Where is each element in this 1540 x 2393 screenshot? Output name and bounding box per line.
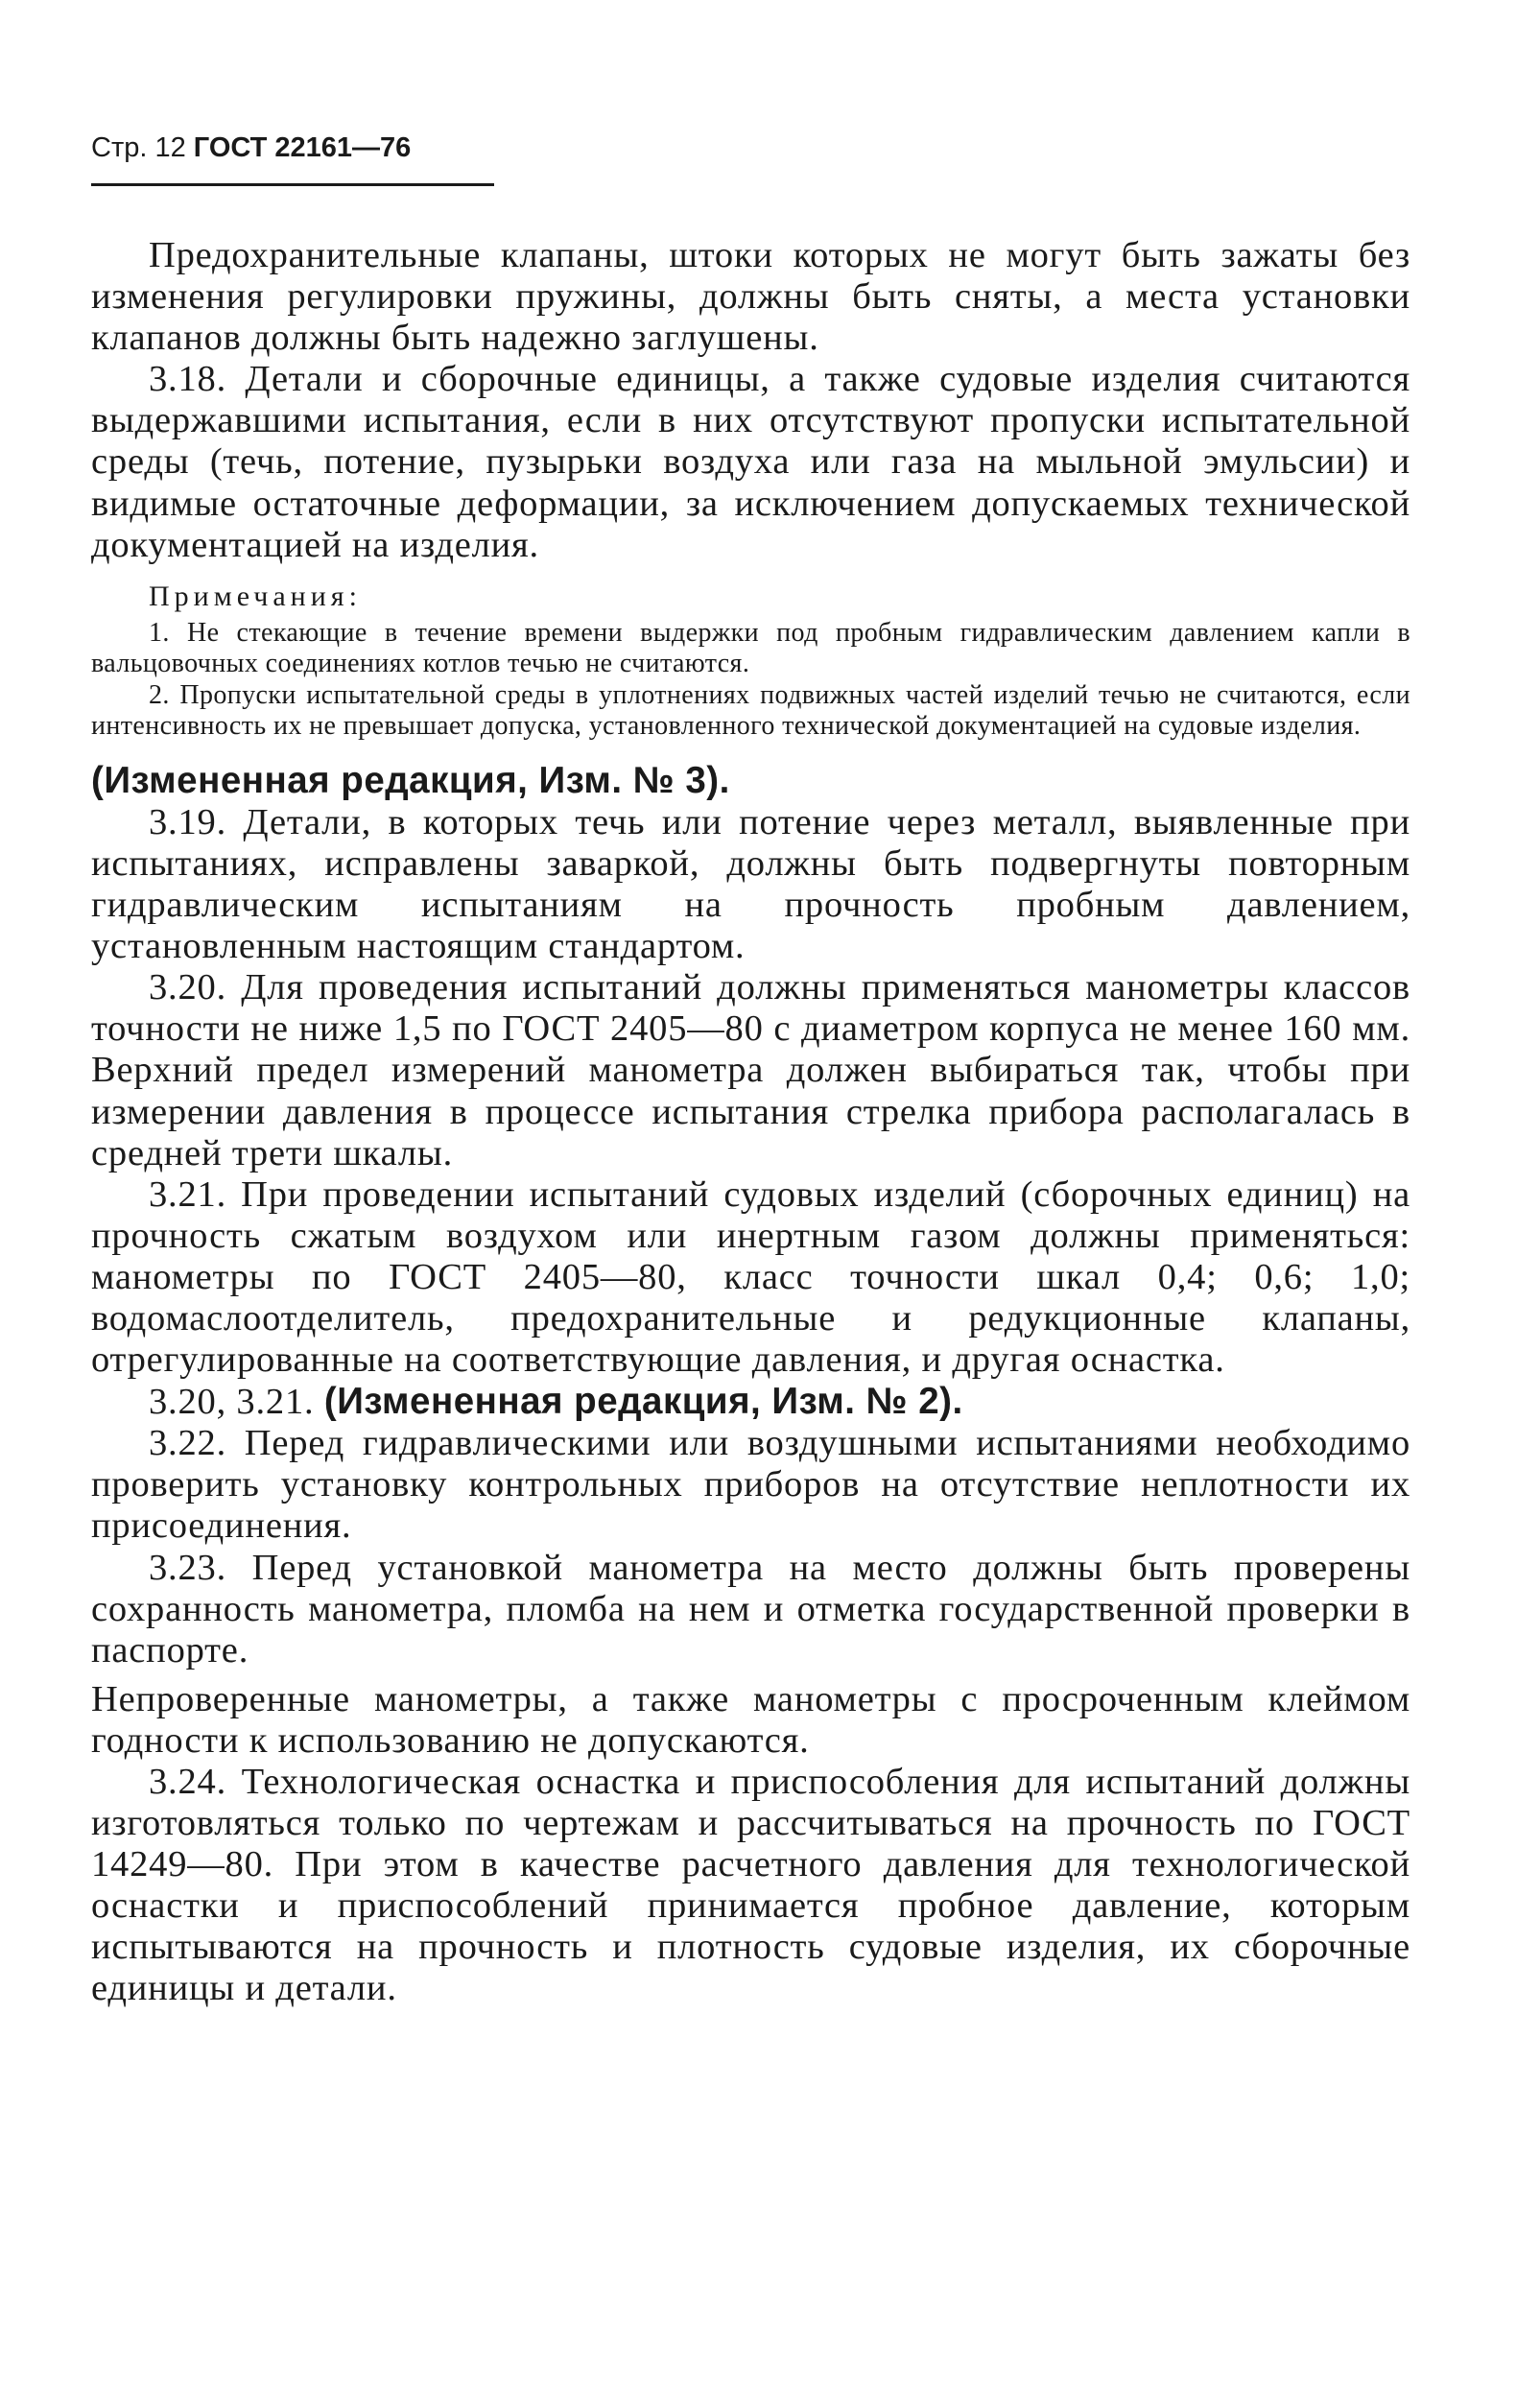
note-1: 1. Не стекающие в течение времени выдержки под пробным гидравлическим давлением капли в вальцовочных соединениях котлов течью не считаются. [91, 617, 1410, 679]
amendment-label-2: (Измененная редакция, Изм. № 2). [323, 1381, 963, 1423]
body-text [91, 235, 1410, 2010]
paragraph-3-18: 3.18. Детали и сборочные единицы, а также судовые изделия считаются выдержавшими испытания, если в них отсутствуют пропуски испытательной среды (течь, потение, пузырьки воздуха или газа на мыльной эмульсии) и видимые остаточные деформации, за исключением допускаемых технической документацией на изделия. [91, 359, 1410, 565]
notes-title: Примечания: [149, 580, 362, 612]
standard-designation: ГОСТ 22161—76 [193, 132, 412, 163]
page-number-label: Стр. 12 [91, 132, 186, 163]
amendment-ref-2: 3.20, 3.21. [149, 1382, 315, 1423]
paragraph-3-20: 3.20. Для проведения испытаний должны применяться манометры классов точности не ниже 1,5 по ГОСТ 2405—80 с диаметром корпуса не менее 160 мм. Верхний предел измерений манометра должен выбираться так, чтобы при измерении давления в процессе испытания стрелка прибора располагалась в средней трети шкалы. [91, 967, 1410, 1173]
amendment-note-2 [91, 1381, 1410, 1423]
page-header [91, 132, 411, 164]
paragraph-3-24: 3.24. Технологическая оснастка и приспособления для испытаний должны изготовляться только по чертежам и рассчитываться на прочность по ГОСТ 14249—80. При этом в качестве расчетного давления для технологической оснастки и приспособлений принимается пробное давление, которым испытываются на прочность и плотность судовые изделия, их сборочные единицы и детали. [91, 1762, 1410, 2009]
paragraph-3-21: 3.21. При проведении испытаний судовых изделий (сборочных единиц) на прочность сжатым воздухом или инертным газом должны применяться: манометры по ГОСТ 2405—80, класс точности шкал 0,4; 0,6; 1,0; водомаслоотделитель, предохранительные и редукционные клапаны, отрегулированные на соответствующие давления, и другая оснастка. [91, 1173, 1410, 1381]
header-rule [91, 183, 494, 186]
note-2: 2. Пропуски испытательной среды в уплотнениях подвижных частей изделий течью не считаются, если интенсивность их не превышает допуска, установленного технической документацией на судовые изделия. [91, 679, 1410, 742]
paragraph-3-19: 3.19. Детали, в которых течь или потение через металл, выявленные при испытаниях, исправлены заваркой, должны быть подвергнуты повторным гидравлическим испытаниям на прочность пробным давлением, установленным настоящим стандартом. [91, 801, 1410, 967]
amendment-label-3: (Измененная редакция, Изм. № 3). [91, 759, 730, 801]
paragraph-unverified-gauges: Непроверенные манометры, а также манометры с просроченным клеймом годности к использованию не допускаются. [91, 1678, 1410, 1761]
paragraph-valves: Предохранительные клапаны, штоки которых не могут быть зажаты без изменения регулировки пружины, должны быть сняты, а места установки клапанов должны быть надежно заглушены. [91, 235, 1410, 359]
amendment-note-3 [91, 760, 1410, 802]
paragraph-3-23: 3.23. Перед установкой манометра на место должны быть проверены сохранность манометра, пломба на нем и отметка государственной проверки в паспорте. [91, 1547, 1410, 1670]
paragraph-3-22: 3.22. Перед гидравлическими или воздушными испытаниями необходимо проверить установку контрольных приборов на отсутствие неплотности их присоединения. [91, 1423, 1410, 1547]
